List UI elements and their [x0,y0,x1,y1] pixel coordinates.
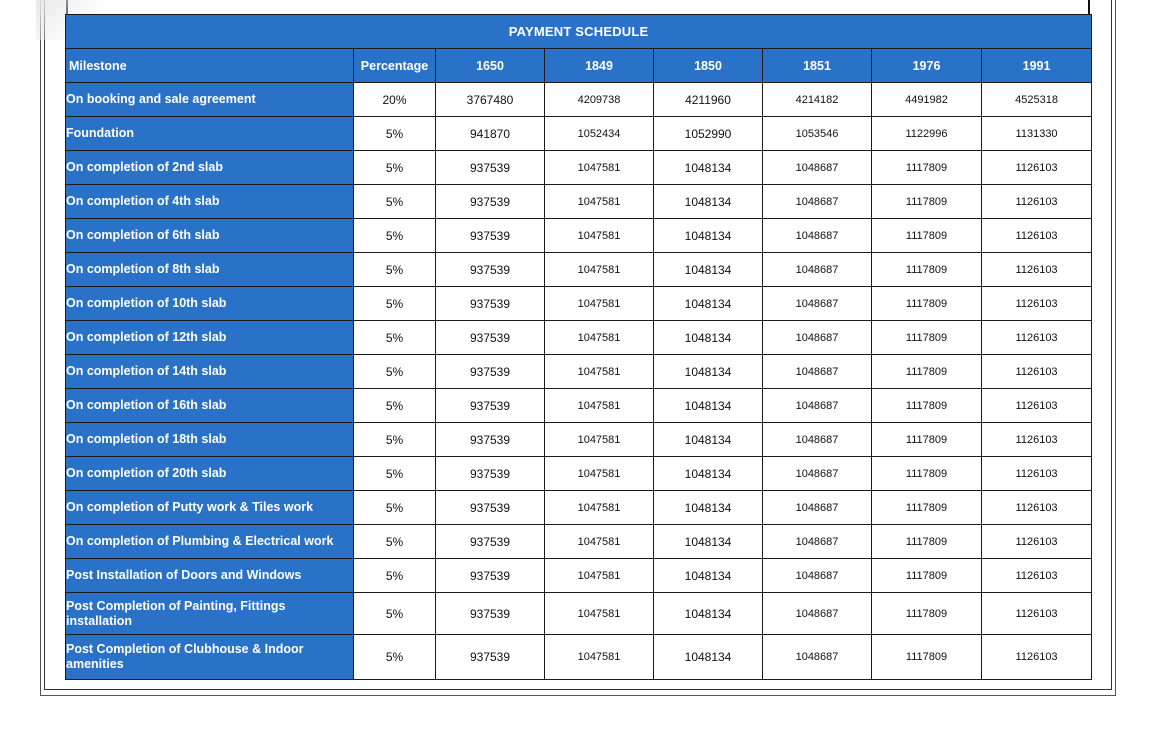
percentage-cell: 5% [354,593,436,635]
table-row [66,457,1092,491]
amount-cell: 1047581 [545,219,654,253]
amount-cell: 1047581 [545,253,654,287]
amount-cell: 937539 [436,525,545,559]
amount-cell: 937539 [436,219,545,253]
top-rule [66,0,1090,15]
amount-cell: 937539 [436,185,545,219]
amount-cell: 1117809 [872,423,982,457]
amount-cell: 1047581 [545,185,654,219]
amount-cell: 1117809 [872,593,982,635]
milestone-cell: Post Completion of Clubhouse & Indoor amenities [66,635,354,680]
milestone-cell: On completion of 14th slab [66,355,354,389]
amount-cell: 1126103 [982,389,1092,423]
amount-cell: 1052434 [545,117,654,151]
amount-cell: 937539 [436,593,545,635]
percentage-cell: 5% [354,185,436,219]
amount-cell: 4525318 [982,83,1092,117]
amount-cell: 1126103 [982,593,1092,635]
column-header: 1991 [982,49,1092,83]
amount-cell: 1126103 [982,635,1092,680]
amount-cell: 1048134 [654,423,763,457]
amount-cell: 937539 [436,321,545,355]
table-row [66,423,1092,457]
milestone-cell: Post Installation of Doors and Windows [66,559,354,593]
amount-cell: 1048687 [763,491,872,525]
amount-cell: 4214182 [763,83,872,117]
amount-cell: 1047581 [545,389,654,423]
percentage-cell: 5% [354,117,436,151]
table-row [66,151,1092,185]
amount-cell: 1048134 [654,321,763,355]
amount-cell: 1117809 [872,321,982,355]
milestone-cell: Foundation [66,117,354,151]
amount-cell: 1126103 [982,287,1092,321]
amount-cell: 1048687 [763,355,872,389]
percentage-cell: 5% [354,253,436,287]
column-header: 1849 [545,49,654,83]
amount-cell: 1048687 [763,151,872,185]
milestone-cell: On completion of 12th slab [66,321,354,355]
amount-cell: 1117809 [872,219,982,253]
milestone-cell: On completion of 16th slab [66,389,354,423]
amount-cell: 1048687 [763,457,872,491]
amount-cell: 1047581 [545,635,654,680]
milestone-cell: On completion of 10th slab [66,287,354,321]
column-header: Milestone [66,49,354,83]
amount-cell: 1047581 [545,151,654,185]
table-row [66,491,1092,525]
milestone-cell: On completion of 8th slab [66,253,354,287]
milestone-cell: On completion of 2nd slab [66,151,354,185]
amount-cell: 1048134 [654,185,763,219]
milestone-cell: On completion of 18th slab [66,423,354,457]
percentage-cell: 5% [354,389,436,423]
amount-cell: 1126103 [982,219,1092,253]
percentage-cell: 5% [354,423,436,457]
amount-cell: 1048134 [654,389,763,423]
amount-cell: 1126103 [982,253,1092,287]
table-row [66,287,1092,321]
amount-cell: 1122996 [872,117,982,151]
amount-cell: 4211960 [654,83,763,117]
amount-cell: 1131330 [982,117,1092,151]
milestone-cell: On booking and sale agreement [66,83,354,117]
amount-cell: 1047581 [545,457,654,491]
amount-cell: 1048687 [763,635,872,680]
header-row [66,49,1092,83]
amount-cell: 1047581 [545,321,654,355]
amount-cell: 1117809 [872,635,982,680]
amount-cell: 1048134 [654,457,763,491]
milestone-cell: On completion of 4th slab [66,185,354,219]
title-row [66,15,1092,49]
percentage-cell: 5% [354,491,436,525]
amount-cell: 1117809 [872,559,982,593]
amount-cell: 1047581 [545,355,654,389]
amount-cell: 1048134 [654,593,763,635]
amount-cell: 937539 [436,355,545,389]
amount-cell: 1048134 [654,287,763,321]
amount-cell: 1126103 [982,525,1092,559]
percentage-cell: 5% [354,635,436,680]
amount-cell: 1117809 [872,525,982,559]
amount-cell: 1117809 [872,185,982,219]
table-row [66,635,1092,680]
table-row [66,83,1092,117]
milestone-cell: Post Completion of Painting, Fittings installation [66,593,354,635]
amount-cell: 937539 [436,287,545,321]
column-header: 1850 [654,49,763,83]
amount-cell: 1048687 [763,253,872,287]
column-header: 1650 [436,49,545,83]
table-row [66,525,1092,559]
table-row [66,321,1092,355]
amount-cell: 941870 [436,117,545,151]
amount-cell: 1048134 [654,151,763,185]
amount-cell: 1048687 [763,423,872,457]
amount-cell: 1117809 [872,151,982,185]
percentage-cell: 5% [354,287,436,321]
table-body [66,83,1092,680]
amount-cell: 1117809 [872,287,982,321]
amount-cell: 1126103 [982,423,1092,457]
amount-cell: 1047581 [545,593,654,635]
amount-cell: 1047581 [545,559,654,593]
amount-cell: 1126103 [982,491,1092,525]
amount-cell: 937539 [436,151,545,185]
amount-cell: 937539 [436,635,545,680]
amount-cell: 1048134 [654,559,763,593]
amount-cell: 1047581 [545,287,654,321]
amount-cell: 1126103 [982,355,1092,389]
amount-cell: 1047581 [545,491,654,525]
table-row [66,117,1092,151]
amount-cell: 1126103 [982,457,1092,491]
amount-cell: 1126103 [982,151,1092,185]
amount-cell: 1117809 [872,389,982,423]
percentage-cell: 5% [354,219,436,253]
table-row [66,593,1092,635]
milestone-cell: On completion of 6th slab [66,219,354,253]
amount-cell: 3767480 [436,83,545,117]
amount-cell: 937539 [436,559,545,593]
percentage-cell: 5% [354,559,436,593]
amount-cell: 1048134 [654,491,763,525]
amount-cell: 1117809 [872,355,982,389]
percentage-cell: 5% [354,151,436,185]
amount-cell: 1126103 [982,321,1092,355]
amount-cell: 1047581 [545,423,654,457]
column-header: Percentage [354,49,436,83]
amount-cell: 1117809 [872,491,982,525]
amount-cell: 1126103 [982,185,1092,219]
amount-cell: 1117809 [872,253,982,287]
amount-cell: 937539 [436,253,545,287]
amount-cell: 1048687 [763,287,872,321]
milestone-cell: On completion of Plumbing & Electrical work [66,525,354,559]
amount-cell: 1126103 [982,559,1092,593]
amount-cell: 1048134 [654,525,763,559]
percentage-cell: 5% [354,355,436,389]
percentage-cell: 5% [354,457,436,491]
percentage-cell: 5% [354,321,436,355]
amount-cell: 1048687 [763,219,872,253]
amount-cell: 1117809 [872,457,982,491]
amount-cell: 937539 [436,457,545,491]
amount-cell: 937539 [436,491,545,525]
amount-cell: 937539 [436,389,545,423]
amount-cell: 4209738 [545,83,654,117]
amount-cell: 1048134 [654,355,763,389]
amount-cell: 4491982 [872,83,982,117]
amount-cell: 1048687 [763,321,872,355]
percentage-cell: 5% [354,525,436,559]
amount-cell: 1048134 [654,635,763,680]
table-row [66,389,1092,423]
payment-schedule-table [65,14,1092,680]
amount-cell: 1048687 [763,559,872,593]
percentage-cell: 20% [354,83,436,117]
milestone-cell: On completion of 20th slab [66,457,354,491]
amount-cell: 1053546 [763,117,872,151]
amount-cell: 1048687 [763,525,872,559]
column-header: 1851 [763,49,872,83]
table-row [66,355,1092,389]
amount-cell: 937539 [436,423,545,457]
milestone-cell: On completion of Putty work & Tiles work [66,491,354,525]
table-row [66,253,1092,287]
table-title: PAYMENT SCHEDULE [66,15,1092,49]
amount-cell: 1052990 [654,117,763,151]
table-row [66,559,1092,593]
table-row [66,185,1092,219]
amount-cell: 1048134 [654,219,763,253]
amount-cell: 1048687 [763,389,872,423]
amount-cell: 1048687 [763,185,872,219]
table-row [66,219,1092,253]
amount-cell: 1048134 [654,253,763,287]
amount-cell: 1048687 [763,593,872,635]
column-header: 1976 [872,49,982,83]
amount-cell: 1047581 [545,525,654,559]
